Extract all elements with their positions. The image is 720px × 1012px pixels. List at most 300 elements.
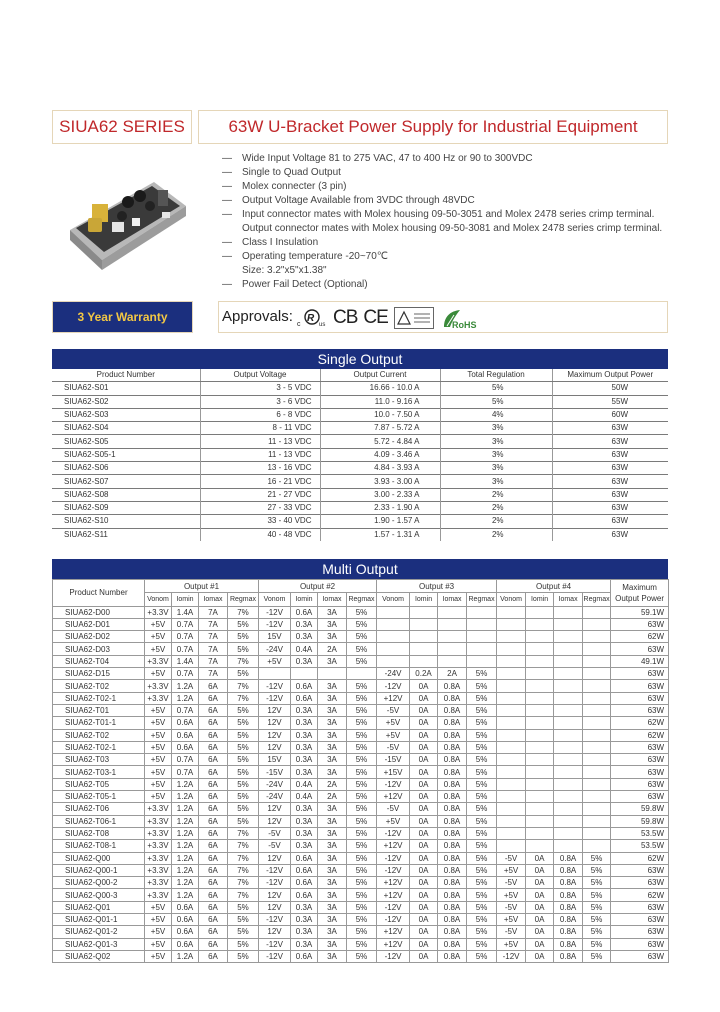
- table-cell: 0.3A: [291, 655, 318, 667]
- table-cell: 0.7A: [172, 631, 199, 643]
- table-cell: 5%: [347, 643, 377, 655]
- table-cell: [554, 680, 583, 692]
- table-cell: 1.2A: [172, 680, 199, 692]
- table-cell: SIUA62-T03: [53, 754, 145, 766]
- table-cell: [497, 791, 526, 803]
- series-title-box: [52, 110, 192, 144]
- table-row: [53, 950, 669, 962]
- table-cell: -12V: [259, 864, 291, 876]
- feature-item: [222, 152, 692, 166]
- table-cell: 0.6A: [172, 741, 199, 753]
- table-cell: -24V: [259, 643, 291, 655]
- table-row: [53, 889, 669, 901]
- table-cell: 0.3A: [291, 901, 318, 913]
- table-cell: 0A: [526, 914, 554, 926]
- table-cell: SIUA62-T02-1: [53, 741, 145, 753]
- table-cell: 7%: [228, 852, 259, 864]
- table-cell: 2A: [318, 643, 347, 655]
- sub-header-cell: Iomax: [199, 593, 228, 606]
- table-cell: 5%: [467, 692, 497, 704]
- table-cell: 7A: [199, 631, 228, 643]
- table-cell: +12V: [377, 926, 410, 938]
- table-cell: 0.8A: [438, 877, 467, 889]
- rohs-icon: [440, 307, 478, 329]
- table-cell: 63W: [552, 475, 668, 488]
- table-cell: 0A: [410, 852, 438, 864]
- table-cell: 1.2A: [172, 852, 199, 864]
- output-group-header: Output #3: [377, 580, 497, 593]
- table-cell: 0.3A: [291, 926, 318, 938]
- table-cell: SIUA62-T08-1: [53, 840, 145, 852]
- table-cell: 12V: [259, 901, 291, 913]
- table-cell: 5%: [467, 717, 497, 729]
- table-cell: 6 - 8 VDC: [200, 408, 320, 421]
- table-cell: 12V: [259, 815, 291, 827]
- table-cell: 0A: [526, 938, 554, 950]
- table-cell: 3A: [318, 938, 347, 950]
- table-cell: 62W: [611, 889, 669, 901]
- table-row: [52, 488, 668, 501]
- table-cell: 7A: [199, 618, 228, 630]
- table-cell: [377, 631, 410, 643]
- table-cell: [526, 668, 554, 680]
- table-row: [53, 717, 669, 729]
- table-cell: +5V: [497, 914, 526, 926]
- table-cell: +5V: [145, 901, 172, 913]
- table-cell: 0A: [526, 901, 554, 913]
- table-cell: [554, 766, 583, 778]
- table-row: [53, 926, 669, 938]
- output-group-header: Output #4: [497, 580, 611, 593]
- table-cell: +3.3V: [145, 840, 172, 852]
- warranty-text: 3 Year Warranty: [77, 310, 168, 324]
- table-cell: SIUA62-S04: [52, 422, 200, 435]
- table-cell: SIUA62-T02: [53, 729, 145, 741]
- table-cell: [583, 778, 611, 790]
- table-cell: [497, 631, 526, 643]
- table-cell: 5%: [467, 901, 497, 913]
- table-cell: SIUA62-D00: [53, 606, 145, 618]
- table-cell: 3A: [318, 889, 347, 901]
- table-cell: +5V: [497, 889, 526, 901]
- table-cell: 12V: [259, 729, 291, 741]
- table-cell: [377, 655, 410, 667]
- table-cell: 5%: [467, 840, 497, 852]
- table-cell: [438, 618, 467, 630]
- table-cell: -12V: [259, 914, 291, 926]
- table-cell: 0.3A: [291, 741, 318, 753]
- table-cell: -5V: [497, 852, 526, 864]
- table-cell: 5%: [347, 852, 377, 864]
- table-cell: 63W: [611, 950, 669, 962]
- table-cell: 1.2A: [172, 815, 199, 827]
- table-cell: 3A: [318, 864, 347, 876]
- table-cell: 11.0 - 9.16 A: [320, 395, 440, 408]
- table-cell: [438, 606, 467, 618]
- table-cell: 63W: [611, 668, 669, 680]
- table-cell: [554, 704, 583, 716]
- table-cell: 3A: [318, 717, 347, 729]
- table-cell: -5V: [377, 803, 410, 815]
- table-cell: [554, 729, 583, 741]
- table-cell: 12V: [259, 889, 291, 901]
- table-cell: 0A: [410, 692, 438, 704]
- ul-c-text: c: [297, 321, 301, 328]
- table-cell: 21 - 27 VDC: [200, 488, 320, 501]
- table-cell: [377, 618, 410, 630]
- table-cell: 0.3A: [291, 704, 318, 716]
- table-cell: 0.3A: [291, 840, 318, 852]
- table-cell: 13 - 16 VDC: [200, 462, 320, 475]
- table-row: [53, 704, 669, 716]
- table-cell: 0A: [526, 889, 554, 901]
- table-cell: 5%: [583, 889, 611, 901]
- table-cell: [526, 631, 554, 643]
- approval-marks: [297, 306, 478, 330]
- table-cell: 63W: [552, 488, 668, 501]
- table-cell: 10.0 - 7.50 A: [320, 408, 440, 421]
- table-cell: 5%: [467, 815, 497, 827]
- table-row: [53, 655, 669, 667]
- table-cell: 0.8A: [438, 680, 467, 692]
- table-cell: 4.84 - 3.93 A: [320, 462, 440, 475]
- table-cell: [554, 655, 583, 667]
- table-cell: SIUA62-S05: [52, 435, 200, 448]
- table-cell: SIUA62-S06: [52, 462, 200, 475]
- feature-item: [222, 222, 692, 236]
- table-cell: 0.8A: [438, 827, 467, 839]
- power-supply-photo: [62, 160, 192, 278]
- table-cell: 0.6A: [291, 852, 318, 864]
- table-cell: 0.3A: [291, 754, 318, 766]
- table-cell: -12V: [259, 606, 291, 618]
- table-cell: +15V: [377, 766, 410, 778]
- table-cell: 1.2A: [172, 778, 199, 790]
- table-cell: 0.8A: [554, 889, 583, 901]
- feature-text: Class I Insulation: [242, 237, 319, 248]
- table-cell: 0A: [410, 717, 438, 729]
- table-cell: 0.8A: [438, 729, 467, 741]
- table-cell: [554, 815, 583, 827]
- table-cell: SIUA62-Q01-1: [53, 914, 145, 926]
- table-cell: [318, 668, 347, 680]
- table-cell: [497, 754, 526, 766]
- table-cell: 0.6A: [172, 729, 199, 741]
- table-cell: 3.93 - 3.00 A: [320, 475, 440, 488]
- table-cell: 5%: [347, 815, 377, 827]
- table-cell: +5V: [145, 778, 172, 790]
- table-cell: 0.7A: [172, 618, 199, 630]
- table-cell: [583, 791, 611, 803]
- table-cell: 1.2A: [172, 950, 199, 962]
- table-cell: 53.5W: [611, 827, 669, 839]
- single-output-section: [52, 349, 668, 541]
- table-cell: [554, 717, 583, 729]
- table-cell: 6A: [199, 926, 228, 938]
- table-cell: 63W: [552, 422, 668, 435]
- table-cell: 15V: [259, 754, 291, 766]
- table-row: [52, 448, 668, 461]
- table-cell: -12V: [259, 680, 291, 692]
- feature-text: Output Voltage Available from 3VDC through 48VDC: [242, 195, 475, 206]
- table-cell: +5V: [145, 704, 172, 716]
- table-cell: [526, 815, 554, 827]
- table-cell: 5%: [467, 668, 497, 680]
- table-cell: 5%: [347, 717, 377, 729]
- table-cell: 0.6A: [291, 606, 318, 618]
- table-cell: 0.4A: [291, 643, 318, 655]
- table-cell: 63W: [552, 462, 668, 475]
- table-cell: +12V: [377, 889, 410, 901]
- table-cell: 5%: [347, 704, 377, 716]
- table-cell: -24V: [259, 791, 291, 803]
- table-cell: 0.6A: [172, 938, 199, 950]
- table-cell: 0.4A: [291, 791, 318, 803]
- table-cell: 0.3A: [291, 729, 318, 741]
- table-cell: 6A: [199, 877, 228, 889]
- sub-header-cell: Iomin: [410, 593, 438, 606]
- table-cell: [526, 791, 554, 803]
- table-cell: 6A: [199, 741, 228, 753]
- ce-icon: CE: [363, 307, 388, 328]
- table-cell: 7A: [199, 643, 228, 655]
- table-cell: SIUA62-T06: [53, 803, 145, 815]
- table-cell: 3%: [440, 422, 552, 435]
- table-cell: 0A: [410, 791, 438, 803]
- table-cell: 5%: [467, 729, 497, 741]
- table-cell: 3A: [318, 901, 347, 913]
- table-cell: 5%: [347, 754, 377, 766]
- table-cell: +5V: [497, 864, 526, 876]
- table-cell: 0A: [410, 901, 438, 913]
- table-cell: [583, 840, 611, 852]
- table-cell: SIUA62-S09: [52, 501, 200, 514]
- table-cell: 5%: [347, 680, 377, 692]
- table-row: [53, 729, 669, 741]
- table-cell: 0A: [410, 766, 438, 778]
- table-cell: SIUA62-S11: [52, 528, 200, 541]
- table-cell: 0.8A: [438, 950, 467, 962]
- feature-text: Operating temperature -20~70℃: [242, 251, 389, 262]
- table-cell: SIUA62-T04: [53, 655, 145, 667]
- product-title-box: [198, 110, 668, 144]
- product-title: 63W U-Bracket Power Supply for Industrial Equipment: [228, 117, 638, 136]
- sub-header-cell: Vonom: [377, 593, 410, 606]
- table-cell: SIUA62-T08: [53, 827, 145, 839]
- approvals-label: Approvals:: [222, 308, 293, 325]
- table-cell: SIUA62-Q01-3: [53, 938, 145, 950]
- dash-bullet-icon: —: [222, 153, 232, 164]
- table-cell: 55W: [552, 395, 668, 408]
- table-cell: 3%: [440, 448, 552, 461]
- table-row: [53, 938, 669, 950]
- feature-text: Input connector mates with Molex housing 09-50-3051 and Molex 2478 series crimp terminal.: [242, 209, 655, 220]
- table-cell: 5%: [347, 655, 377, 667]
- table-row: [53, 815, 669, 827]
- table-cell: 11 - 13 VDC: [200, 448, 320, 461]
- table-cell: [497, 815, 526, 827]
- table-cell: SIUA62-S07: [52, 475, 200, 488]
- table-cell: 4%: [440, 408, 552, 421]
- table-cell: [554, 840, 583, 852]
- table-cell: [526, 655, 554, 667]
- table-cell: 6A: [199, 680, 228, 692]
- table-cell: 5%: [228, 803, 259, 815]
- table-cell: +5V: [145, 938, 172, 950]
- table-cell: 0A: [526, 926, 554, 938]
- table-cell: 6A: [199, 827, 228, 839]
- dash-bullet-icon: —: [222, 237, 232, 248]
- table-cell: 63W: [611, 643, 669, 655]
- table-row: [53, 840, 669, 852]
- table-cell: -12V: [259, 618, 291, 630]
- table-cell: 15V: [259, 631, 291, 643]
- table-cell: [554, 668, 583, 680]
- table-cell: 5%: [228, 926, 259, 938]
- table-cell: 0.6A: [172, 901, 199, 913]
- table-cell: 63W: [552, 435, 668, 448]
- table-cell: [526, 840, 554, 852]
- table-cell: +12V: [377, 840, 410, 852]
- table-cell: [467, 643, 497, 655]
- table-cell: +5V: [145, 741, 172, 753]
- table-cell: 2A: [318, 778, 347, 790]
- table-cell: +5V: [145, 754, 172, 766]
- feature-text: Output connector mates with Molex housing 09-50-3081 and Molex 2478 series crimp terminal.: [242, 223, 663, 234]
- table-cell: [526, 643, 554, 655]
- table-cell: [583, 655, 611, 667]
- sub-header-cell: Iomin: [291, 593, 318, 606]
- max-power-header: Maximum Output Power: [611, 580, 669, 607]
- table-cell: 7A: [199, 655, 228, 667]
- table-cell: 0.7A: [172, 643, 199, 655]
- table-cell: 0.3A: [291, 815, 318, 827]
- table-cell: 0.6A: [291, 889, 318, 901]
- table-cell: 63W: [611, 926, 669, 938]
- sub-header-cell: Regmax: [347, 593, 377, 606]
- table-cell: 0A: [526, 877, 554, 889]
- dash-bullet-icon: —: [222, 181, 232, 192]
- table-cell: -12V: [377, 901, 410, 913]
- sub-header-cell: Iomax: [554, 593, 583, 606]
- table-cell: 5%: [583, 877, 611, 889]
- table-row: [52, 435, 668, 448]
- table-row: [53, 754, 669, 766]
- table-cell: 16 - 21 VDC: [200, 475, 320, 488]
- table-cell: 5%: [467, 827, 497, 839]
- table-cell: 0.6A: [291, 692, 318, 704]
- table-cell: [526, 606, 554, 618]
- table-row: [53, 827, 669, 839]
- table-cell: [554, 791, 583, 803]
- table-cell: 3A: [318, 840, 347, 852]
- table-cell: +5V: [145, 668, 172, 680]
- table-cell: 0.7A: [172, 704, 199, 716]
- table-cell: 33 - 40 VDC: [200, 515, 320, 528]
- table-cell: 3A: [318, 729, 347, 741]
- table-cell: 7.87 - 5.72 A: [320, 422, 440, 435]
- table-cell: +5V: [145, 631, 172, 643]
- table-cell: 5%: [467, 680, 497, 692]
- sub-header-cell: Iomin: [172, 593, 199, 606]
- table-cell: +5V: [145, 914, 172, 926]
- table-cell: 0.8A: [438, 840, 467, 852]
- table-cell: [497, 840, 526, 852]
- table-cell: -5V: [377, 741, 410, 753]
- product-number-header: Product Number: [53, 580, 145, 607]
- table-cell: 63W: [611, 791, 669, 803]
- table-cell: 5%: [583, 901, 611, 913]
- table-cell: 0.8A: [554, 877, 583, 889]
- table-cell: +3.3V: [145, 655, 172, 667]
- table-cell: [554, 803, 583, 815]
- table-cell: 5%: [228, 791, 259, 803]
- table-cell: 5%: [228, 618, 259, 630]
- table-cell: [497, 643, 526, 655]
- table-cell: [554, 741, 583, 753]
- table-cell: [526, 618, 554, 630]
- table-cell: 1.2A: [172, 803, 199, 815]
- table-cell: 63W: [611, 914, 669, 926]
- table-cell: 0.4A: [291, 778, 318, 790]
- table-cell: [526, 692, 554, 704]
- table-cell: [554, 618, 583, 630]
- dash-bullet-icon: —: [222, 195, 232, 206]
- single-header-cell: Product Number: [52, 369, 200, 382]
- table-cell: SIUA62-Q00-2: [53, 877, 145, 889]
- table-cell: 5%: [467, 754, 497, 766]
- warranty-badge: [52, 301, 193, 333]
- table-cell: [526, 803, 554, 815]
- table-cell: 3A: [318, 680, 347, 692]
- table-cell: +12V: [377, 791, 410, 803]
- table-cell: SIUA62-S08: [52, 488, 200, 501]
- table-cell: 62W: [611, 729, 669, 741]
- table-cell: 5%: [347, 791, 377, 803]
- table-cell: 5%: [347, 926, 377, 938]
- table-cell: 1.90 - 1.57 A: [320, 515, 440, 528]
- table-cell: -12V: [377, 864, 410, 876]
- dash-bullet-icon: —: [222, 251, 232, 262]
- table-cell: +12V: [377, 877, 410, 889]
- table-cell: 0.7A: [172, 668, 199, 680]
- table-cell: [526, 778, 554, 790]
- table-cell: 3A: [318, 704, 347, 716]
- feature-list: [222, 152, 692, 292]
- sub-header-cell: Regmax: [228, 593, 259, 606]
- table-cell: 0.8A: [554, 852, 583, 864]
- table-row: [52, 501, 668, 514]
- table-cell: 63W: [611, 877, 669, 889]
- table-cell: 3 - 6 VDC: [200, 395, 320, 408]
- table-cell: +5V: [377, 717, 410, 729]
- table-cell: [347, 668, 377, 680]
- table-row: [53, 692, 669, 704]
- table-cell: 6A: [199, 889, 228, 901]
- table-cell: +5V: [145, 729, 172, 741]
- feature-item: [222, 180, 692, 194]
- table-cell: 3A: [318, 741, 347, 753]
- table-cell: 5%: [228, 778, 259, 790]
- table-cell: 0A: [526, 852, 554, 864]
- table-cell: 2%: [440, 501, 552, 514]
- table-cell: [497, 618, 526, 630]
- single-output-title: Single Output: [52, 349, 668, 369]
- table-cell: 0.8A: [554, 926, 583, 938]
- table-cell: SIUA62-T02-1: [53, 692, 145, 704]
- table-cell: -12V: [259, 692, 291, 704]
- table-cell: [497, 827, 526, 839]
